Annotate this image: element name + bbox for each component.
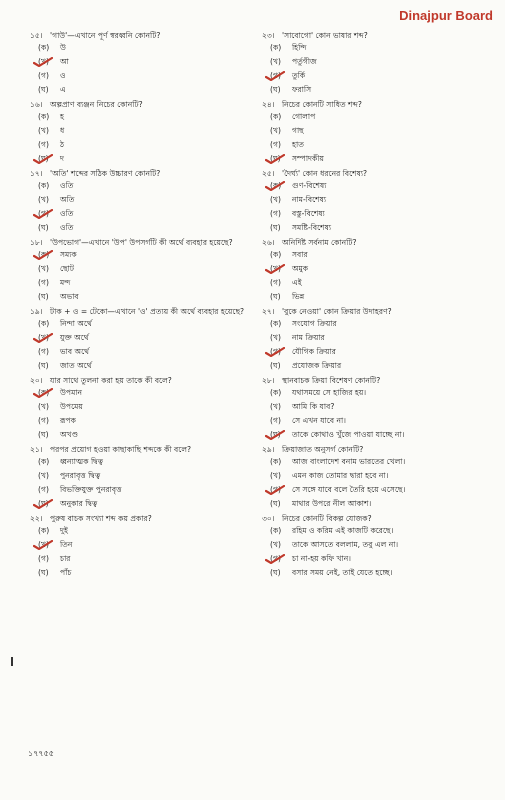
option-text: অতি <box>60 195 75 204</box>
answer-option <box>30 345 268 359</box>
option-label: (ঘ) <box>38 430 49 439</box>
question <box>262 513 500 580</box>
option-text: হাত <box>292 140 304 149</box>
option-text: সে সঙ্গে যাবে বলে তৈরি হয়ে এসেছে। <box>292 485 406 494</box>
option-label: (গ) <box>38 485 49 494</box>
answer-option <box>30 179 268 193</box>
question <box>262 306 500 373</box>
question-number: ২২। <box>30 514 43 523</box>
answer-option <box>30 524 268 538</box>
tick-mark-icon <box>33 499 53 509</box>
option-text: সে এখন যাবে না। <box>292 416 346 425</box>
answer-option <box>262 41 500 55</box>
option-label: (ঘ) <box>270 568 281 577</box>
option-label: (গ) <box>270 347 281 356</box>
option-text: তাকে কোথাও খুঁজে পাওয়া যাচ্ছে না। <box>292 430 405 439</box>
option-text: দুই <box>60 526 68 535</box>
tick-mark-icon <box>265 154 285 164</box>
option-label: (খ) <box>270 333 281 342</box>
question-head <box>30 237 268 248</box>
answer-option <box>30 483 268 497</box>
option-label: (ঘ) <box>38 85 49 94</box>
answer-option <box>30 69 268 83</box>
tick-mark-icon <box>33 57 53 67</box>
board-watermark: Dinajpur Board <box>399 8 493 23</box>
option-text: আ <box>60 57 69 66</box>
question <box>30 306 268 373</box>
option-text: মন্দ <box>60 278 71 287</box>
answer-option <box>262 83 500 97</box>
option-label: (ক) <box>270 526 282 535</box>
option-label: (গ) <box>270 209 281 218</box>
option-text: সম্পাদকীয় <box>292 154 324 163</box>
option-text: ওতি <box>60 209 74 218</box>
option-label: (গ) <box>270 278 281 287</box>
tick-mark-icon <box>265 554 285 564</box>
option-label: (ক) <box>270 388 282 397</box>
option-label: (খ) <box>38 333 49 342</box>
answer-option <box>30 83 268 97</box>
answer-option <box>262 317 500 331</box>
question-text: পুরুষ বাচক সংখ্যা শব্দ কয় প্রকার? <box>50 514 152 523</box>
question-text: টাক + ও = টেকো—এখানে 'ও' প্রত্যয় কী অর্থে ব্যবহার হয়েছে? <box>50 307 245 316</box>
answer-option <box>30 428 268 442</box>
answer-option <box>262 455 500 469</box>
option-text: আজ বাংলাদেশ বনাম ভারতের খেলা। <box>292 457 406 466</box>
option-text: ধ <box>60 126 65 135</box>
question <box>30 168 268 235</box>
option-label: (ঘ) <box>38 223 49 232</box>
answer-option <box>30 221 268 235</box>
option-text: বসার সময় নেই, তাই যেতে হচ্ছে। <box>292 568 393 577</box>
tick-mark-icon <box>33 250 53 260</box>
question <box>262 375 500 442</box>
option-label: (খ) <box>38 540 49 549</box>
answer-option <box>30 552 268 566</box>
question-head <box>30 375 268 386</box>
option-label: (ক) <box>38 250 50 259</box>
question <box>30 444 268 511</box>
option-label: (ক) <box>38 457 50 466</box>
option-label: (গ) <box>38 209 49 218</box>
option-label: (গ) <box>270 416 281 425</box>
option-text: উপমেয় <box>60 402 83 411</box>
option-text: পাঁচ <box>60 568 72 577</box>
question-head <box>262 237 500 248</box>
question-text: 'অতি' শব্দের সঠিক উচ্চারণ কোনটি? <box>50 169 161 178</box>
option-label: (খ) <box>270 57 281 66</box>
answer-option <box>262 110 500 124</box>
option-text: যৌগিক ক্রিয়ার <box>292 347 336 356</box>
option-label: (ক) <box>270 250 282 259</box>
answer-option <box>262 248 500 262</box>
option-text: জাত অর্থে <box>60 361 92 370</box>
column-right <box>262 30 500 582</box>
answer-option <box>262 428 500 442</box>
question-head <box>262 444 500 455</box>
option-text: ধ্বন্যাত্মক দ্বিত্ব <box>60 457 104 466</box>
answer-option <box>262 55 500 69</box>
answer-option <box>262 469 500 483</box>
option-text: হ <box>60 112 64 121</box>
question-number: ১৬। <box>30 100 43 109</box>
option-text: গাছ <box>292 126 304 135</box>
answer-option <box>262 483 500 497</box>
question <box>30 513 268 580</box>
option-text: অভাব <box>60 292 79 301</box>
tick-mark-icon <box>265 264 285 274</box>
answer-option <box>30 138 268 152</box>
answer-option <box>262 179 500 193</box>
option-text: আমি কি যাব? <box>292 402 335 411</box>
option-label: (ঘ) <box>270 223 281 232</box>
option-text: নাম ক্রিয়ার <box>292 333 325 342</box>
option-text: ওতি <box>60 223 74 232</box>
option-text: অখণ্ড <box>60 430 79 439</box>
question <box>262 237 500 304</box>
question-text: 'উপভোগ'—এখানে 'উপ' উপসর্গটি কী অর্থে ব্যবহার হয়েছে? <box>50 238 233 247</box>
option-label: (ঘ) <box>270 85 281 94</box>
option-label: (খ) <box>270 402 281 411</box>
option-text: হিন্দি <box>292 43 307 52</box>
question <box>30 375 268 442</box>
tick-mark-icon <box>265 71 285 81</box>
option-label: (ঘ) <box>270 430 281 439</box>
question-number: ১৮। <box>30 238 43 247</box>
option-label: (ক) <box>38 43 50 52</box>
answer-option <box>262 262 500 276</box>
option-label: (গ) <box>38 71 49 80</box>
question-text: 'গাউ'—এখানে পূর্ণ স্বরধ্বনি কোনটি? <box>50 31 161 40</box>
option-label: (খ) <box>270 471 281 480</box>
option-label: (গ) <box>38 416 49 425</box>
answer-option <box>30 317 268 331</box>
option-text: এমন কাজ তোমার দ্বারা হবে না। <box>292 471 389 480</box>
answer-option <box>262 221 500 235</box>
option-text: সবার <box>292 250 308 259</box>
question-text: অল্পপ্রাণ ব্যঞ্জন নিচের কোনটি? <box>50 100 143 109</box>
question <box>262 99 500 166</box>
answer-option <box>262 414 500 428</box>
option-label: (ক) <box>270 457 282 466</box>
question-text: অনির্দিষ্ট সর্বনাম কোনটি? <box>282 238 357 247</box>
answer-option <box>30 455 268 469</box>
answer-option <box>262 400 500 414</box>
option-text: ছোট <box>60 264 75 273</box>
answer-option <box>30 566 268 580</box>
answer-option <box>30 497 268 511</box>
option-text: তাকে আসতে বললাম, তবু এল না। <box>292 540 399 549</box>
option-text: অমুক <box>292 264 309 273</box>
option-text: পর্তুগীজ <box>292 57 317 66</box>
question-text: নিচের কোনটি বিকল্প যোজক? <box>282 514 372 523</box>
question-head <box>262 375 500 386</box>
question-number: ১৯। <box>30 307 43 316</box>
option-label: (ক) <box>38 112 50 121</box>
question-head <box>262 306 500 317</box>
question-head <box>30 99 268 110</box>
question <box>30 30 268 97</box>
answer-option <box>30 152 268 166</box>
option-label: (খ) <box>270 264 281 273</box>
option-text: যুক্ত অর্থে <box>60 333 89 342</box>
answer-option <box>30 55 268 69</box>
option-text: ও <box>60 71 66 80</box>
question <box>262 444 500 511</box>
option-text: এই <box>292 278 302 287</box>
tick-mark-icon <box>265 430 285 440</box>
option-label: (গ) <box>38 347 49 356</box>
option-text: চার <box>60 554 71 563</box>
option-label: (ঘ) <box>270 292 281 301</box>
option-label: (ক) <box>270 43 282 52</box>
option-label: (খ) <box>38 471 49 480</box>
option-text: পুনরাবৃত্ত দ্বিত্ব <box>60 471 101 480</box>
answer-option <box>262 207 500 221</box>
question-number: ২৬। <box>262 238 275 247</box>
tick-mark-icon <box>265 181 285 191</box>
option-text: অনুকার দ্বিত্ব <box>60 499 98 508</box>
answer-option <box>30 41 268 55</box>
option-label: (খ) <box>38 264 49 273</box>
question-head <box>262 30 500 41</box>
answer-option <box>262 524 500 538</box>
answer-option <box>262 538 500 552</box>
answer-option <box>30 276 268 290</box>
option-label: (খ) <box>270 540 281 549</box>
option-label: (ক) <box>38 388 50 397</box>
option-text: রূপক <box>60 416 76 425</box>
question-head <box>30 30 268 41</box>
question-text: পরপর প্রয়োগ হওয়া কাছাকাছি শব্দকে কী বলে? <box>50 445 192 454</box>
question-number: ২৯। <box>262 445 275 454</box>
option-label: (গ) <box>270 140 281 149</box>
question-number: ২০। <box>30 376 43 385</box>
option-text: উপমান <box>60 388 83 397</box>
question-text: 'বুকে নেওয়া' কোন ক্রিয়ার উদাহরণ? <box>282 307 392 316</box>
option-label: (গ) <box>270 485 281 494</box>
option-text: বস্তু-বিশেষ্য <box>292 209 325 218</box>
answer-option <box>262 138 500 152</box>
question-head <box>30 513 268 524</box>
option-label: (ক) <box>38 526 50 535</box>
option-label: (ক) <box>38 319 50 328</box>
question-head <box>30 306 268 317</box>
option-label: (ঘ) <box>38 154 49 163</box>
question-text: স্থানবাচক ক্রিয়া বিশেষণ কোনটি? <box>282 376 381 385</box>
answer-option <box>262 152 500 166</box>
question-text: 'দৈর্ঘ্য' কোন ধরনের বিশেষ্য? <box>282 169 368 178</box>
question-number: ২৭। <box>262 307 275 316</box>
option-label: (গ) <box>270 71 281 80</box>
option-label: (ঘ) <box>38 499 49 508</box>
option-label: (গ) <box>270 554 281 563</box>
question-text: ক্রিয়াজাত অনুসর্গ কোনটি? <box>282 445 364 454</box>
tick-mark-icon <box>33 154 53 164</box>
question-text: যার সাথে তুলনা করা হয় তাকে কী বলে? <box>50 376 172 385</box>
answer-option <box>30 331 268 345</box>
option-text: উ <box>60 43 66 52</box>
answer-option <box>30 359 268 373</box>
answer-option <box>262 359 500 373</box>
option-label: (গ) <box>38 140 49 149</box>
option-label: (খ) <box>270 195 281 204</box>
question-number: ২৮। <box>262 376 275 385</box>
answer-option <box>262 552 500 566</box>
column-left <box>30 30 268 582</box>
option-text: প্রযোজক ক্রিয়ার <box>292 361 342 370</box>
option-label: (খ) <box>38 195 49 204</box>
answer-option <box>30 124 268 138</box>
question-head <box>262 168 500 179</box>
answer-option <box>262 124 500 138</box>
option-text: গুণ-বিশেষ্য <box>292 181 327 190</box>
answer-option <box>262 497 500 511</box>
question <box>30 99 268 166</box>
answer-option <box>30 248 268 262</box>
answer-option <box>262 290 500 304</box>
question <box>262 30 500 97</box>
answer-option <box>30 469 268 483</box>
option-text: সম্যক <box>60 250 77 259</box>
tick-mark-icon <box>265 485 285 495</box>
option-text: তিন <box>60 540 73 549</box>
option-text: যথাসময়ে সে হাজির হয়। <box>292 388 367 397</box>
option-text: ফরাসি <box>292 85 312 94</box>
option-label: (ঘ) <box>270 154 281 163</box>
answer-option <box>30 538 268 552</box>
question-number: ২১। <box>30 445 43 454</box>
option-label: (ক) <box>270 181 282 190</box>
option-text: মাথার উপরে নীল আকাশ। <box>292 499 372 508</box>
question-number: ১৭। <box>30 169 43 178</box>
tick-mark-icon <box>33 540 53 550</box>
tick-mark-icon <box>33 388 53 398</box>
option-text: সংযোগ ক্রিয়ার <box>292 319 337 328</box>
option-text: তুর্কি <box>292 71 306 80</box>
answer-option <box>262 566 500 580</box>
answer-option <box>30 400 268 414</box>
question-text: নিচের কোনটি সাধিত শব্দ? <box>282 100 362 109</box>
tick-mark-icon <box>33 209 53 219</box>
answer-option <box>262 331 500 345</box>
answer-option <box>262 345 500 359</box>
option-label: (ঘ) <box>38 568 49 577</box>
question <box>30 237 268 304</box>
tick-mark-icon <box>265 347 285 357</box>
question-number: ৩০। <box>262 514 275 523</box>
option-text: ভাব অর্থে <box>60 347 90 356</box>
option-label: (ক) <box>38 181 50 190</box>
page-number: ১৭৭৫৫ <box>28 749 54 758</box>
option-label: (ঘ) <box>270 499 281 508</box>
option-label: (ঘ) <box>270 361 281 370</box>
option-text: রহিম ও করিম এই কাজটি করেছে। <box>292 526 394 535</box>
question-text: 'সাবোগো' কোন ভাষার শব্দ? <box>282 31 368 40</box>
question-number: ২৩। <box>262 31 275 40</box>
option-text: ঠ <box>60 140 65 149</box>
option-text: ওতি <box>60 181 74 190</box>
option-text: নাম-বিশেষ্য <box>292 195 327 204</box>
option-label: (গ) <box>38 278 49 287</box>
option-text: ভিন্ন <box>292 292 305 301</box>
option-label: (খ) <box>38 402 49 411</box>
option-text: গোলাপ <box>292 112 316 121</box>
option-text: চা না-হয় কফি খান। <box>292 554 351 563</box>
answer-option <box>30 262 268 276</box>
answer-option <box>30 290 268 304</box>
option-label: (খ) <box>38 57 49 66</box>
question <box>262 168 500 235</box>
option-label: (খ) <box>38 126 49 135</box>
option-text: নিন্দা অর্থে <box>60 319 92 328</box>
option-text: সমষ্টি-বিশেষ্য <box>292 223 332 232</box>
answer-option <box>30 110 268 124</box>
option-label: (ক) <box>270 112 282 121</box>
question-number: ২৪। <box>262 100 275 109</box>
answer-option <box>262 69 500 83</box>
question-head <box>30 444 268 455</box>
option-label: (ক) <box>270 319 282 328</box>
question-number: ১৫। <box>30 31 43 40</box>
option-text: দ <box>60 154 64 163</box>
option-label: (খ) <box>270 126 281 135</box>
question-head <box>30 168 268 179</box>
question-head <box>262 513 500 524</box>
question-number: ২৫। <box>262 169 275 178</box>
answer-option <box>262 193 500 207</box>
option-label: (গ) <box>38 554 49 563</box>
option-text: এ <box>60 85 66 94</box>
answer-option <box>30 207 268 221</box>
answer-option <box>30 386 268 400</box>
option-label: (ঘ) <box>38 361 49 370</box>
option-label: (ঘ) <box>38 292 49 301</box>
question-head <box>262 99 500 110</box>
margin-mark <box>11 657 13 666</box>
tick-mark-icon <box>33 333 53 343</box>
answer-option <box>30 414 268 428</box>
answer-option <box>262 276 500 290</box>
option-text: বিভক্তিযুক্ত পুনরাবৃত্ত <box>60 485 122 494</box>
answer-option <box>262 386 500 400</box>
answer-option <box>30 193 268 207</box>
